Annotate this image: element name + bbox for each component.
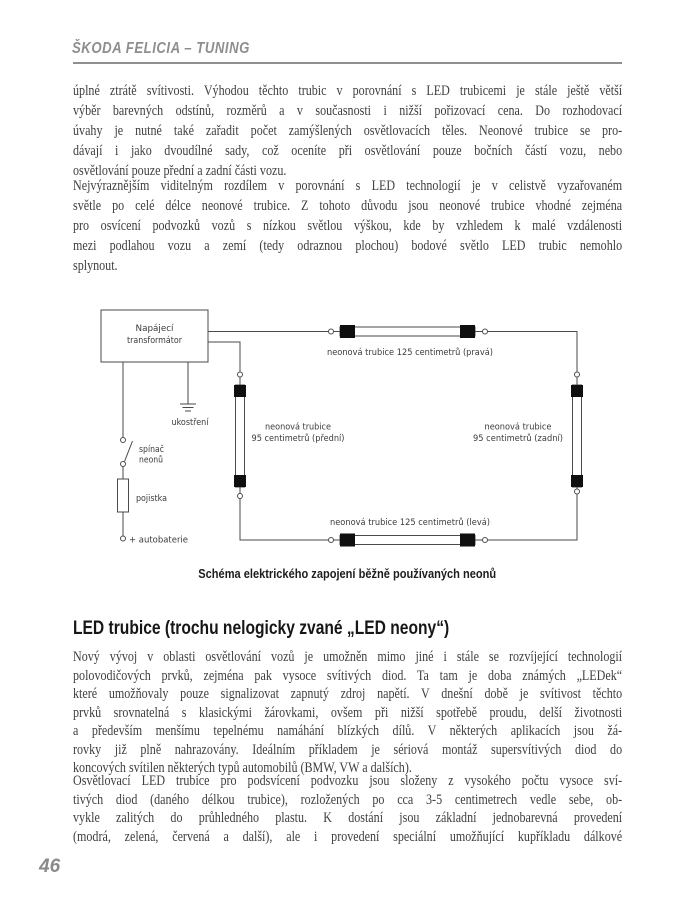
running-head-text: ŠKODA FELICIA – TUNING (72, 40, 250, 57)
text-line: světle po celé délce neonové trubice. Z tohoto důvodu jsou neonové trubice vhodné zejména (73, 198, 623, 214)
figure-caption-text: Schéma elektrického zapojení běžně používaných neonů (198, 566, 497, 581)
text-line: úvahy je nutné také zařadit počet zamýšlených osvětlovacích těles. Neonové trubice se pro- (73, 123, 623, 139)
battery-connector-dot (121, 536, 126, 541)
ground-symbol (172, 404, 209, 428)
connector-dot (575, 489, 580, 494)
text-line: (modrá, zelená, červená a další), ale i provedení speciální umožňující kupříkladu dálkové (73, 828, 623, 845)
body-paragraph-2 (73, 176, 622, 276)
connector-dot (483, 329, 488, 334)
tube-bottom-label: neonová trubice 125 centimetrů (levá) (330, 518, 505, 528)
text-line: úplné ztrátě svítivosti. Výhodou těchto trubic v porovnání s LED trubicemi je stále ještě větší (73, 83, 623, 99)
tube-cap (234, 385, 246, 397)
fuse-label: pojistka (136, 494, 167, 504)
body-paragraph-1 (73, 81, 622, 181)
tube-body (340, 536, 475, 545)
ground-label: ukostření (171, 418, 209, 428)
connector-dot (238, 372, 243, 377)
text-line: dávají i jako dvoudílné sady, což oceníte při osvětlování pouze bočních částí vozu, nebo (73, 143, 623, 159)
wire-output-left (208, 342, 240, 372)
tube-cap (571, 385, 583, 397)
body-paragraph-3 (73, 648, 622, 778)
neon-tube-left (234, 372, 354, 499)
neon-tube-right (473, 372, 583, 494)
connector-dot (238, 494, 243, 499)
tube-body (573, 385, 582, 487)
tube-cap (340, 534, 355, 547)
text-line: Nejvýraznějším viditelným rozdílem v porovnání s LED technologií je v celistvě vyzařovaném (73, 178, 623, 194)
text-line: osvětlování pouze přední a zadní části vozu. (73, 163, 287, 179)
tube-top-label: neonová trubice 125 centimetrů (pravá) (327, 348, 509, 358)
text-line: prvků srovnatelná s klasickými žárovkami, ovšem při nižší spotřebě proudu, delší životnosti (73, 704, 623, 721)
text-line: výběr barevných odstínů, rozměrů a v současnosti i nižší pořizovací cena. Do rozhodovací (73, 103, 623, 119)
text-line: mezi podlahou vozu a zemí (tedy odraznou plochou) bodové světlo LED trubic nemohlo (73, 238, 623, 254)
text-line: splynout. (73, 258, 118, 274)
connector-dot (483, 538, 488, 543)
tube-right-label-line1: neonová trubice (484, 422, 552, 433)
text-line: které umožňovaly pouze signalizovat zapnutý zdroj napětí. V dnešní době je svítivost těchto (73, 686, 623, 702)
tube-left-label-line1: neonová trubice (265, 422, 332, 433)
section-heading-text: LED trubice (trochu nelogicky zvané „LED neony“) (73, 617, 450, 639)
wire-bottom-right (488, 494, 578, 540)
figure-caption (73, 566, 622, 581)
text-line: pro osvícení podvozků vozů s nízkou světlou výškou, kde by vzhledem k malé vzdálenosti (73, 218, 623, 234)
switch-contact-bottom (121, 462, 126, 467)
page-number: 46 (39, 856, 61, 877)
neon-tube-bottom (329, 517, 505, 547)
neon-switch (121, 438, 169, 467)
tube-left-label-line2: 95 centimetrů (přední) (251, 434, 354, 444)
switch-label-line2: neonů (139, 455, 168, 466)
running-head (72, 40, 281, 58)
tube-body (340, 327, 475, 336)
text-line: vykle zalitých do průhledného plastu. K dostání jsou základní jednobarevná provedení (73, 810, 623, 826)
battery-terminal (121, 536, 189, 546)
switch-label-line1: spínač (139, 445, 169, 455)
tube-cap (460, 534, 475, 547)
text-line: Nový vývoj v oblasti osvětlování vozů je umožněn mimo jiné i stále se rozvíjející technologií (73, 649, 623, 665)
header-rule (73, 62, 622, 64)
text-line: koncových svítilen některých typů automobilů (BMW, VW a dalších). (73, 760, 412, 776)
text-line: polovodičových prvků, zejména pak vysoce svítivých diod. Ta tam je doba známých „LEDek“ (73, 667, 623, 684)
fuse-symbol (118, 479, 168, 512)
connector-dot (329, 538, 334, 543)
tube-cap (340, 325, 355, 338)
battery-label: + autobaterie (129, 535, 189, 546)
section-heading (73, 615, 543, 641)
neon-tube-top (327, 325, 509, 358)
wire-top-right (488, 332, 578, 373)
text-line: rovky již plně nahrazovány. Ideálním příkladem je sériová montáž supersvítivých diod do (73, 741, 623, 758)
wiring-diagram (70, 300, 630, 560)
fuse-outline (118, 479, 129, 512)
transformer-label-line1: Napájecí (135, 324, 174, 334)
connector-dot (329, 329, 334, 334)
switch-contact-top (121, 438, 126, 443)
body-paragraph-4 (73, 772, 622, 846)
tube-right-label-line2: 95 centimetrů (zadní) (473, 434, 571, 444)
switch-blade (125, 441, 133, 462)
ground-icon (180, 404, 196, 411)
tube-body (236, 385, 245, 487)
tube-cap (234, 475, 246, 487)
text-line: tivých diod (daného délkou trubice), rozložených po cca 3-5 centimetrech vedle sebe, ob- (73, 791, 623, 808)
text-line: a především menšímu tepelnému namáhání blízkých dílů. V některých aplikacích jsou žá- (73, 723, 623, 739)
text-line: Osvětlovací LED trubice pro podsvícení podvozku jsou složeny z vysokého počtu vysoce sví- (73, 773, 623, 789)
tube-cap (460, 325, 475, 338)
wire-bottom-left (240, 499, 329, 541)
connector-dot (575, 372, 580, 377)
transformer-box (101, 310, 208, 362)
tube-cap (571, 475, 583, 487)
transformer-label-line2: transformátor (127, 336, 183, 346)
